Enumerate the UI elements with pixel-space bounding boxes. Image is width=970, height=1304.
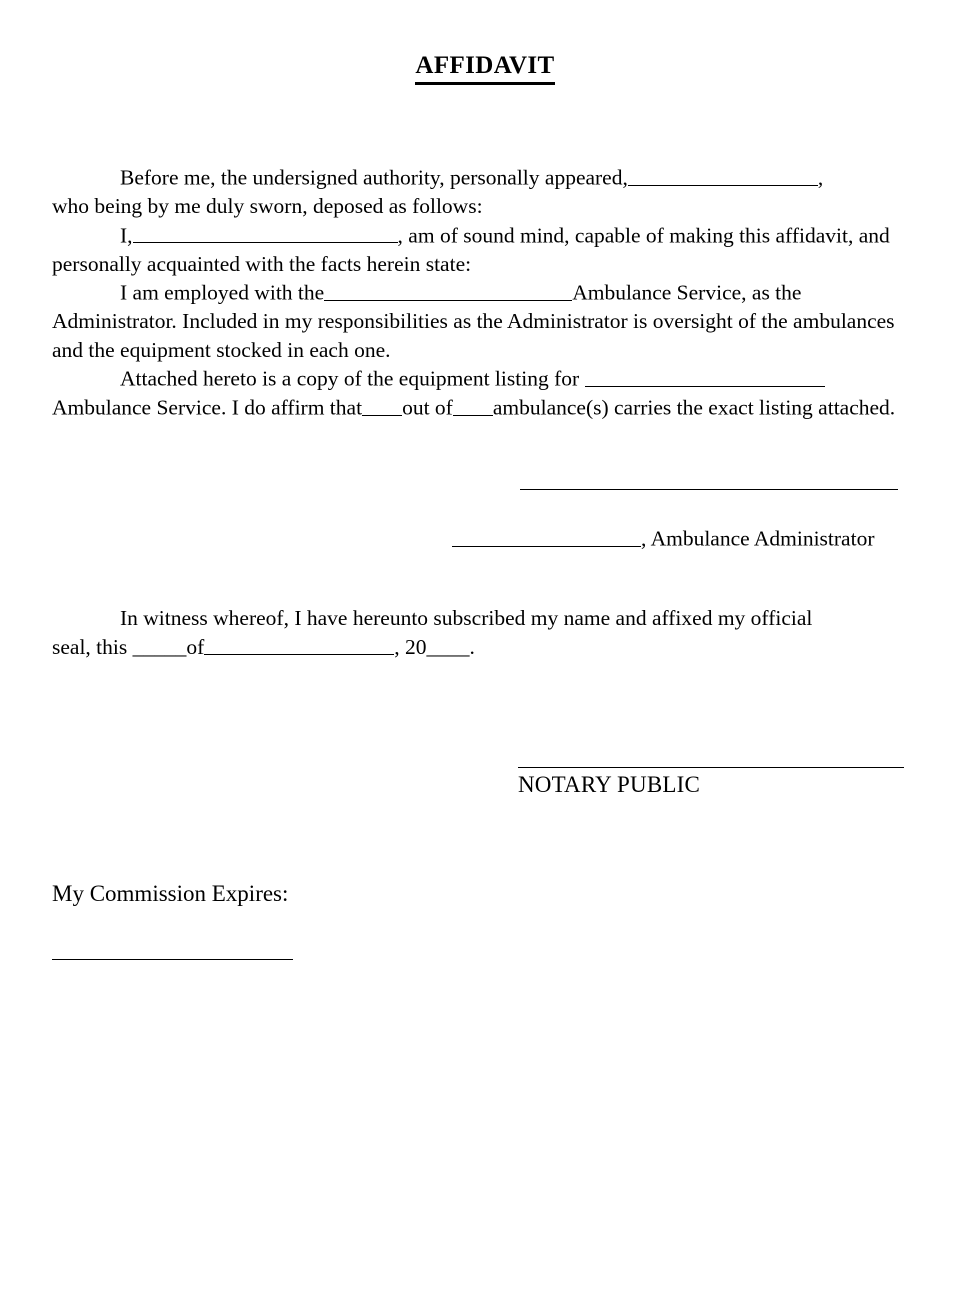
seal-prefix: seal, this _ bbox=[52, 635, 144, 659]
paragraph-appearance bbox=[52, 163, 908, 221]
declarant-prefix: I, bbox=[120, 223, 133, 247]
commission-expires-label: My Commission Expires: bbox=[52, 881, 289, 906]
page-title-container bbox=[0, 52, 970, 85]
affirm-text-1: Ambulance Service. I do affirm that bbox=[52, 395, 363, 420]
notary-public-label: NOTARY PUBLIC bbox=[518, 772, 701, 797]
ambulance-total-blank[interactable] bbox=[453, 393, 493, 416]
administrator-name-blank[interactable] bbox=[452, 524, 641, 547]
ambulance-count-blank[interactable] bbox=[362, 393, 402, 416]
commission-expires-blank[interactable] bbox=[52, 959, 293, 960]
declarant-name-blank[interactable] bbox=[133, 221, 398, 244]
listing-prefix: Attached hereto is a copy of the equipment listing for bbox=[120, 366, 580, 391]
sworn-text: who being by me duly sworn, deposed as follows: bbox=[52, 194, 483, 218]
administrator-role-label: , Ambulance Administrator bbox=[641, 526, 875, 551]
witness-paragraph bbox=[52, 604, 908, 662]
signature-rule[interactable] bbox=[520, 489, 898, 490]
affirm-text-2: out of bbox=[402, 395, 453, 420]
affiant-name-blank[interactable] bbox=[628, 163, 818, 186]
listing-service-name-blank[interactable] bbox=[585, 364, 825, 387]
ambulance-service-name-blank[interactable] bbox=[324, 278, 572, 301]
paragraph-employment bbox=[52, 278, 908, 364]
witness-text bbox=[52, 604, 908, 662]
witness-line-1: In witness whereof, I have hereunto subscribed my name and affixed my official bbox=[120, 606, 813, 630]
seal-year-prefix: , 20 bbox=[394, 635, 427, 659]
paragraph-equipment-listing bbox=[52, 364, 908, 422]
appearance-text-before: Before me, the undersigned authority, personally appeared, bbox=[120, 165, 628, 190]
paragraph-sound-mind bbox=[52, 221, 908, 279]
notary-signature-rule[interactable] bbox=[518, 767, 904, 768]
document-body bbox=[52, 163, 908, 422]
sound-mind-text: , am of sound mind, capable of making this affidavit, and personally acquainted with the facts herein state: bbox=[52, 223, 890, 276]
signature-name-line bbox=[452, 524, 908, 553]
seal-month-blank[interactable] bbox=[204, 633, 394, 656]
appearance-text-after: , bbox=[817, 165, 824, 190]
seal-of-label: of bbox=[186, 635, 205, 659]
affirm-text-3: ambulance(s) carries the exact listing attached. bbox=[492, 395, 896, 420]
seal-day-blank[interactable]: ____ bbox=[143, 635, 187, 659]
employment-prefix: I am employed with the bbox=[120, 280, 325, 305]
page-title: AFFIDAVIT bbox=[415, 52, 554, 85]
employment-text: Ambulance Service, as the Administrator. Included in my responsibilities as the Administrator is oversight of the ambulances and the equipment stocked in each one. bbox=[52, 280, 895, 362]
seal-year-blank[interactable]: ____ bbox=[426, 635, 470, 659]
seal-period: . bbox=[469, 635, 475, 659]
